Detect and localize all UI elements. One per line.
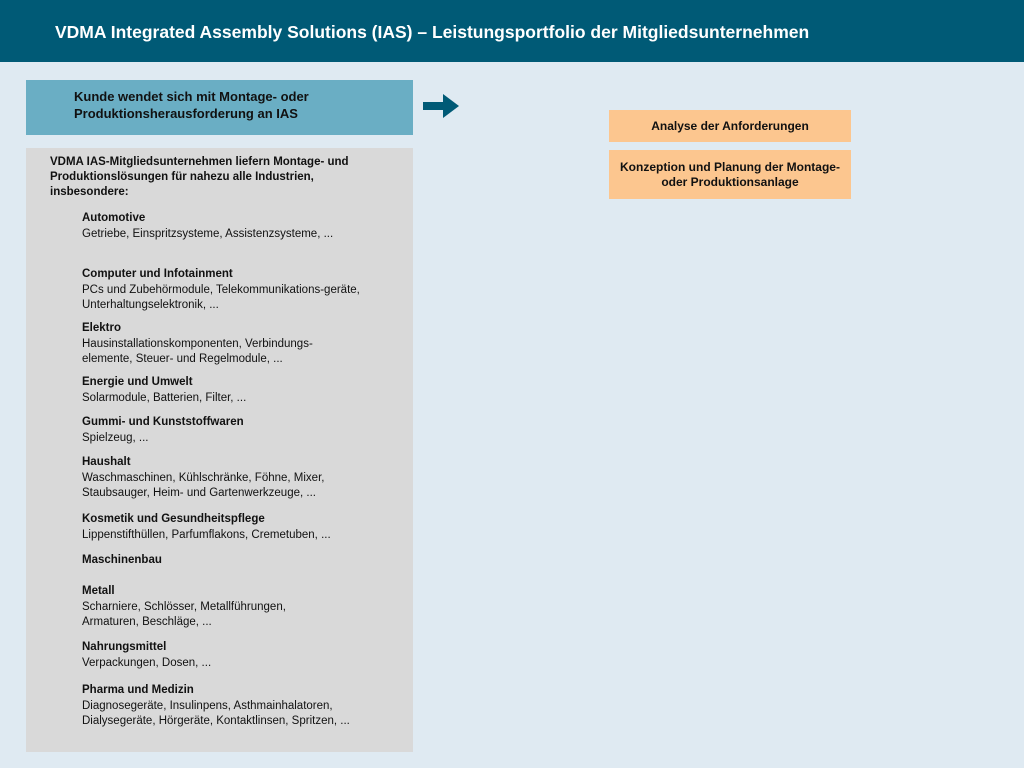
- industry-item-maschinenbau: [82, 553, 402, 569]
- industry-desc: PCs und Zubehörmodule, Telekommunikations-geräte, Unterhaltungselektronik, ...: [82, 283, 360, 311]
- industry-name: Gummi- und Kunststoffwaren: [82, 416, 244, 428]
- industry-desc: Spielzeug, ...: [82, 431, 149, 444]
- industry-item-elektro: [82, 321, 402, 368]
- industry-name: Energie und Umwelt: [82, 376, 193, 388]
- right-arrow-icon: [423, 94, 459, 118]
- industry-desc: Verpackungen, Dosen, ...: [82, 656, 212, 669]
- industry-name: Elektro: [82, 322, 121, 334]
- industry-name: Computer und Infotainment: [82, 268, 233, 280]
- industry-name: Haushalt: [82, 456, 131, 468]
- industry-item-gummi-kunststoff: [82, 415, 402, 446]
- industry-name: Metall: [82, 585, 115, 597]
- industry-desc: Solarmodule, Batterien, Filter, ...: [82, 391, 247, 404]
- customer-request-box: [26, 80, 413, 135]
- industry-desc: Hausinstallationskomponenten, Verbindungs-elemente, Steuer- und Regelmodule, ...: [82, 337, 313, 365]
- industry-item-energie-umwelt: [82, 375, 402, 406]
- header-bar: [0, 0, 1024, 62]
- industry-desc: Diagnosegeräte, Insulinpens, Asthmainhalatoren, Dialysegeräte, Hörgeräte, Kontaktlinsen, Spritzen, ...: [82, 699, 350, 727]
- members-intro-text: VDMA IAS-Mitgliedsunternehmen liefern Montage- und Produktionslösungen für nahezu alle Industrien, insbesondere:: [50, 156, 349, 198]
- industry-name: Maschinenbau: [82, 554, 162, 566]
- page-title: VDMA Integrated Assembly Solutions (IAS) – Leistungsportfolio der Mitgliedsunternehmen: [55, 22, 810, 42]
- step-analysis: [609, 110, 851, 142]
- industry-item-haushalt: [82, 455, 402, 502]
- industry-item-nahrungsmittel: [82, 640, 402, 671]
- industry-item-metall: [82, 584, 402, 631]
- industry-item-kosmetik: [82, 512, 402, 543]
- industry-item-computer-infotainment: [82, 267, 402, 314]
- industry-name: Pharma und Medizin: [82, 684, 194, 696]
- member-industries-box: [26, 148, 413, 752]
- industry-desc: Waschmaschinen, Kühlschränke, Föhne, Mixer, Staubsauger, Heim- und Gartenwerkzeuge, ...: [82, 471, 325, 499]
- customer-request-text: Kunde wendet sich mit Montage- oder Produktionsherausforderung an IAS: [74, 89, 309, 121]
- industry-name: Automotive: [82, 212, 146, 224]
- industry-name: Kosmetik und Gesundheitspflege: [82, 513, 265, 525]
- process-steps: [609, 110, 851, 199]
- industry-desc: Getriebe, Einspritzsysteme, Assistenzsysteme, ...: [82, 227, 334, 240]
- industry-item-automotive: [82, 211, 402, 242]
- step-concept-planning: [609, 150, 851, 199]
- step-label: Analyse der Anforderungen: [651, 118, 809, 133]
- industry-name: Nahrungsmittel: [82, 641, 167, 653]
- industry-item-pharma-medizin: [82, 683, 402, 730]
- step-label: Konzeption und Planung der Montage- oder Produktionsanlage: [620, 159, 840, 189]
- industry-desc: Lippenstifthüllen, Parfumflakons, Cremetuben, ...: [82, 528, 331, 541]
- industry-desc: Scharniere, Schlösser, Metallführungen, Armaturen, Beschläge, ...: [82, 600, 286, 628]
